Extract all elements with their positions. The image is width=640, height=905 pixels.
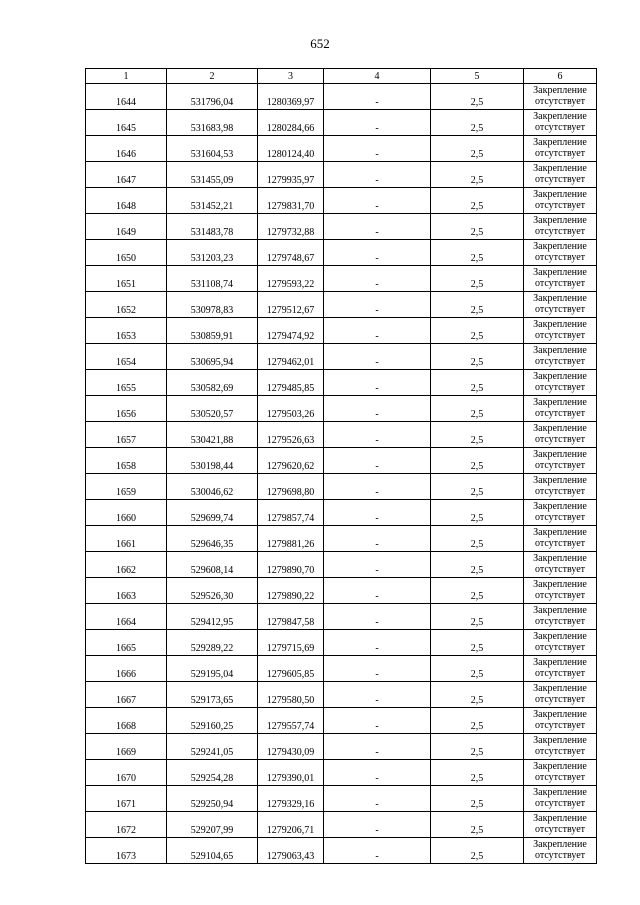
note-cell: Закрепление отсутствует	[524, 812, 597, 838]
table-row	[86, 110, 597, 136]
column-5-cell: 2,5	[431, 760, 524, 786]
column-5-cell: 2,5	[431, 786, 524, 812]
y-coordinate-cell: 1279526,63	[258, 422, 324, 448]
note-cell: Закрепление отсутствует	[524, 422, 597, 448]
column-5-cell: 2,5	[431, 838, 524, 864]
y-coordinate-cell: 1279715,69	[258, 630, 324, 656]
x-coordinate-cell: 530198,44	[167, 448, 258, 474]
table-row	[86, 474, 597, 500]
note-cell: Закрепление отсутствует	[524, 760, 597, 786]
table-row	[86, 214, 597, 240]
table-row	[86, 370, 597, 396]
table-row	[86, 448, 597, 474]
point-number-cell: 1653	[86, 318, 167, 344]
point-number-cell: 1672	[86, 812, 167, 838]
column-header-3: 3	[258, 69, 324, 84]
column-5-cell: 2,5	[431, 292, 524, 318]
point-number-cell: 1655	[86, 370, 167, 396]
point-number-cell: 1652	[86, 292, 167, 318]
column-4-cell: -	[324, 500, 431, 526]
column-5-cell: 2,5	[431, 84, 524, 110]
note-cell: Закрепление отсутствует	[524, 370, 597, 396]
note-cell: Закрепление отсутствует	[524, 500, 597, 526]
column-4-cell: -	[324, 344, 431, 370]
x-coordinate-cell: 529608,14	[167, 552, 258, 578]
x-coordinate-cell: 531604,53	[167, 136, 258, 162]
column-header-5: 5	[431, 69, 524, 84]
column-5-cell: 2,5	[431, 682, 524, 708]
column-4-cell: -	[324, 552, 431, 578]
note-cell: Закрепление отсутствует	[524, 84, 597, 110]
point-number-cell: 1658	[86, 448, 167, 474]
y-coordinate-cell: 1279485,85	[258, 370, 324, 396]
table-row	[86, 708, 597, 734]
point-number-cell: 1645	[86, 110, 167, 136]
x-coordinate-cell: 529699,74	[167, 500, 258, 526]
column-4-cell: -	[324, 786, 431, 812]
y-coordinate-cell: 1279329,16	[258, 786, 324, 812]
column-5-cell: 2,5	[431, 474, 524, 500]
x-coordinate-cell: 529646,35	[167, 526, 258, 552]
note-cell: Закрепление отсутствует	[524, 344, 597, 370]
point-number-cell: 1647	[86, 162, 167, 188]
x-coordinate-cell: 529160,25	[167, 708, 258, 734]
x-coordinate-cell: 529104,65	[167, 838, 258, 864]
point-number-cell: 1654	[86, 344, 167, 370]
note-cell: Закрепление отсутствует	[524, 578, 597, 604]
point-number-cell: 1661	[86, 526, 167, 552]
column-5-cell: 2,5	[431, 708, 524, 734]
y-coordinate-cell: 1279935,97	[258, 162, 324, 188]
column-header-1: 1	[86, 69, 167, 84]
y-coordinate-cell: 1279503,26	[258, 396, 324, 422]
y-coordinate-cell: 1279206,71	[258, 812, 324, 838]
y-coordinate-cell: 1279890,22	[258, 578, 324, 604]
note-cell: Закрепление отсутствует	[524, 266, 597, 292]
column-4-cell: -	[324, 656, 431, 682]
point-number-cell: 1650	[86, 240, 167, 266]
point-number-cell: 1663	[86, 578, 167, 604]
x-coordinate-cell: 531683,98	[167, 110, 258, 136]
column-4-cell: -	[324, 604, 431, 630]
column-header-4: 4	[324, 69, 431, 84]
y-coordinate-cell: 1279748,67	[258, 240, 324, 266]
point-number-cell: 1644	[86, 84, 167, 110]
x-coordinate-cell: 531108,74	[167, 266, 258, 292]
column-4-cell: -	[324, 578, 431, 604]
note-cell: Закрепление отсутствует	[524, 552, 597, 578]
x-coordinate-cell: 530859,91	[167, 318, 258, 344]
point-number-cell: 1660	[86, 500, 167, 526]
column-4-cell: -	[324, 526, 431, 552]
y-coordinate-cell: 1280284,66	[258, 110, 324, 136]
y-coordinate-cell: 1279557,74	[258, 708, 324, 734]
y-coordinate-cell: 1279890,70	[258, 552, 324, 578]
table-row	[86, 344, 597, 370]
column-5-cell: 2,5	[431, 552, 524, 578]
x-coordinate-cell: 530978,83	[167, 292, 258, 318]
point-number-cell: 1659	[86, 474, 167, 500]
column-5-cell: 2,5	[431, 604, 524, 630]
x-coordinate-cell: 529289,22	[167, 630, 258, 656]
column-4-cell: -	[324, 136, 431, 162]
x-coordinate-cell: 531796,04	[167, 84, 258, 110]
column-header-2: 2	[167, 69, 258, 84]
note-cell: Закрепление отсутствует	[524, 292, 597, 318]
point-number-cell: 1648	[86, 188, 167, 214]
point-number-cell: 1662	[86, 552, 167, 578]
note-cell: Закрепление отсутствует	[524, 786, 597, 812]
y-coordinate-cell: 1279881,26	[258, 526, 324, 552]
y-coordinate-cell: 1279430,09	[258, 734, 324, 760]
column-4-cell: -	[324, 682, 431, 708]
note-cell: Закрепление отсутствует	[524, 708, 597, 734]
x-coordinate-cell: 530520,57	[167, 396, 258, 422]
table-row	[86, 812, 597, 838]
x-coordinate-cell: 530582,69	[167, 370, 258, 396]
x-coordinate-cell: 531452,21	[167, 188, 258, 214]
column-4-cell: -	[324, 422, 431, 448]
y-coordinate-cell: 1279698,80	[258, 474, 324, 500]
column-4-cell: -	[324, 188, 431, 214]
column-5-cell: 2,5	[431, 656, 524, 682]
note-cell: Закрепление отсутствует	[524, 526, 597, 552]
y-coordinate-cell: 1280369,97	[258, 84, 324, 110]
column-4-cell: -	[324, 812, 431, 838]
column-5-cell: 2,5	[431, 500, 524, 526]
point-number-cell: 1668	[86, 708, 167, 734]
column-4-cell: -	[324, 734, 431, 760]
y-coordinate-cell: 1279593,22	[258, 266, 324, 292]
column-4-cell: -	[324, 396, 431, 422]
column-5-cell: 2,5	[431, 448, 524, 474]
point-number-cell: 1651	[86, 266, 167, 292]
table-row	[86, 630, 597, 656]
y-coordinate-cell: 1279474,92	[258, 318, 324, 344]
column-4-cell: -	[324, 292, 431, 318]
note-cell: Закрепление отсутствует	[524, 110, 597, 136]
table-row	[86, 240, 597, 266]
column-4-cell: -	[324, 162, 431, 188]
column-5-cell: 2,5	[431, 162, 524, 188]
column-5-cell: 2,5	[431, 188, 524, 214]
note-cell: Закрепление отсутствует	[524, 682, 597, 708]
point-number-cell: 1646	[86, 136, 167, 162]
table-row	[86, 552, 597, 578]
coordinates-table	[85, 68, 597, 864]
column-4-cell: -	[324, 370, 431, 396]
table-row	[86, 292, 597, 318]
column-5-cell: 2,5	[431, 630, 524, 656]
page-number: 652	[310, 36, 330, 51]
column-5-cell: 2,5	[431, 214, 524, 240]
column-5-cell: 2,5	[431, 266, 524, 292]
note-cell: Закрепление отсутствует	[524, 136, 597, 162]
column-4-cell: -	[324, 266, 431, 292]
note-cell: Закрепление отсутствует	[524, 214, 597, 240]
y-coordinate-cell: 1279462,01	[258, 344, 324, 370]
column-4-cell: -	[324, 708, 431, 734]
column-5-cell: 2,5	[431, 240, 524, 266]
x-coordinate-cell: 530421,88	[167, 422, 258, 448]
header-row	[86, 69, 597, 84]
column-4-cell: -	[324, 448, 431, 474]
point-number-cell: 1670	[86, 760, 167, 786]
y-coordinate-cell: 1279831,70	[258, 188, 324, 214]
table-row	[86, 500, 597, 526]
x-coordinate-cell: 530695,94	[167, 344, 258, 370]
table-body	[86, 84, 597, 864]
point-number-cell: 1669	[86, 734, 167, 760]
x-coordinate-cell: 531455,09	[167, 162, 258, 188]
x-coordinate-cell: 531203,23	[167, 240, 258, 266]
note-cell: Закрепление отсутствует	[524, 656, 597, 682]
point-number-cell: 1657	[86, 422, 167, 448]
column-4-cell: -	[324, 760, 431, 786]
x-coordinate-cell: 530046,62	[167, 474, 258, 500]
x-coordinate-cell: 529412,95	[167, 604, 258, 630]
column-5-cell: 2,5	[431, 422, 524, 448]
note-cell: Закрепление отсутствует	[524, 734, 597, 760]
column-5-cell: 2,5	[431, 110, 524, 136]
x-coordinate-cell: 531483,78	[167, 214, 258, 240]
table-row	[86, 136, 597, 162]
x-coordinate-cell: 529526,30	[167, 578, 258, 604]
x-coordinate-cell: 529195,04	[167, 656, 258, 682]
table-row	[86, 578, 597, 604]
table-row	[86, 604, 597, 630]
point-number-cell: 1665	[86, 630, 167, 656]
y-coordinate-cell: 1279063,43	[258, 838, 324, 864]
table-row	[86, 318, 597, 344]
x-coordinate-cell: 529207,99	[167, 812, 258, 838]
point-number-cell: 1667	[86, 682, 167, 708]
note-cell: Закрепление отсутствует	[524, 630, 597, 656]
table-row	[86, 84, 597, 110]
table-row	[86, 526, 597, 552]
point-number-cell: 1671	[86, 786, 167, 812]
y-coordinate-cell: 1279580,50	[258, 682, 324, 708]
column-5-cell: 2,5	[431, 396, 524, 422]
column-5-cell: 2,5	[431, 136, 524, 162]
table-row	[86, 266, 597, 292]
column-4-cell: -	[324, 630, 431, 656]
column-5-cell: 2,5	[431, 318, 524, 344]
column-5-cell: 2,5	[431, 370, 524, 396]
table-row	[86, 162, 597, 188]
point-number-cell: 1666	[86, 656, 167, 682]
table-row	[86, 786, 597, 812]
column-4-cell: -	[324, 318, 431, 344]
column-5-cell: 2,5	[431, 526, 524, 552]
x-coordinate-cell: 529250,94	[167, 786, 258, 812]
note-cell: Закрепление отсутствует	[524, 448, 597, 474]
y-coordinate-cell: 1279390,01	[258, 760, 324, 786]
column-5-cell: 2,5	[431, 734, 524, 760]
table-row	[86, 838, 597, 864]
column-4-cell: -	[324, 838, 431, 864]
table-row	[86, 734, 597, 760]
y-coordinate-cell: 1279512,67	[258, 292, 324, 318]
point-number-cell: 1649	[86, 214, 167, 240]
x-coordinate-cell: 529241,05	[167, 734, 258, 760]
x-coordinate-cell: 529173,65	[167, 682, 258, 708]
column-5-cell: 2,5	[431, 578, 524, 604]
note-cell: Закрепление отсутствует	[524, 240, 597, 266]
note-cell: Закрепление отсутствует	[524, 162, 597, 188]
point-number-cell: 1664	[86, 604, 167, 630]
table-row	[86, 656, 597, 682]
y-coordinate-cell: 1279857,74	[258, 500, 324, 526]
table-row	[86, 422, 597, 448]
note-cell: Закрепление отсутствует	[524, 838, 597, 864]
y-coordinate-cell: 1279620,62	[258, 448, 324, 474]
column-4-cell: -	[324, 110, 431, 136]
column-4-cell: -	[324, 214, 431, 240]
table-row	[86, 760, 597, 786]
note-cell: Закрепление отсутствует	[524, 188, 597, 214]
table-row	[86, 682, 597, 708]
table-row	[86, 188, 597, 214]
y-coordinate-cell: 1279732,88	[258, 214, 324, 240]
point-number-cell: 1656	[86, 396, 167, 422]
y-coordinate-cell: 1279605,85	[258, 656, 324, 682]
column-5-cell: 2,5	[431, 812, 524, 838]
column-4-cell: -	[324, 240, 431, 266]
column-header-6: 6	[524, 69, 597, 84]
column-5-cell: 2,5	[431, 344, 524, 370]
table-row	[86, 396, 597, 422]
x-coordinate-cell: 529254,28	[167, 760, 258, 786]
y-coordinate-cell: 1279847,58	[258, 604, 324, 630]
point-number-cell: 1673	[86, 838, 167, 864]
note-cell: Закрепление отсутствует	[524, 604, 597, 630]
column-4-cell: -	[324, 474, 431, 500]
y-coordinate-cell: 1280124,40	[258, 136, 324, 162]
note-cell: Закрепление отсутствует	[524, 396, 597, 422]
column-4-cell: -	[324, 84, 431, 110]
note-cell: Закрепление отсутствует	[524, 318, 597, 344]
note-cell: Закрепление отсутствует	[524, 474, 597, 500]
